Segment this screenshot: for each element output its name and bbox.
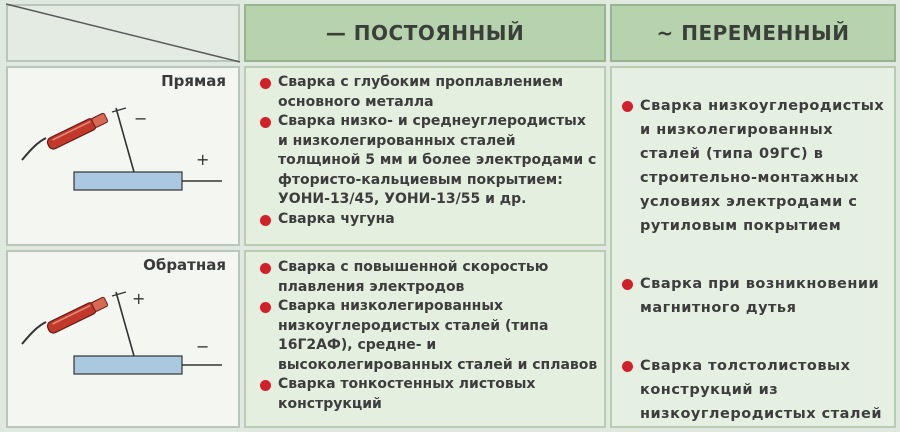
bullet-dot-icon <box>260 78 271 89</box>
dc-direct-list <box>256 73 598 229</box>
electrode-sign-direct: − <box>134 109 148 128</box>
list-item: Сварка толстолистовых конструкций из низкоуглеродистых сталей <box>618 354 890 426</box>
list-item: Сварка с повышенной скоростью плавления электродов <box>256 258 598 297</box>
list-item: Сварка тонкостенных листовых конструкций <box>256 375 598 414</box>
workpiece-icon <box>74 172 182 190</box>
header-dc-label: — ПОСТОЯННЫЙ <box>325 21 525 45</box>
row-label-cell-direct <box>6 66 240 246</box>
bullet-dot-icon <box>260 117 271 128</box>
dc-reverse-list <box>256 258 598 414</box>
bullet-dot-icon <box>622 279 633 290</box>
cable-icon <box>22 322 46 344</box>
ac-cell <box>610 66 896 428</box>
list-item: Сварка низко- и среднеуглеродистых и низколегированных сталей толщиной 5 мм и более электродами с фтористо-кальциевым покрытием: УОНИ-13/45, УОНИ-13/55 и др. <box>256 112 598 210</box>
electrode-rod-icon <box>116 108 134 172</box>
row-label-reverse: Обратная <box>143 256 226 274</box>
ac-list <box>618 94 890 426</box>
list-item: Сварка низкоуглеродистых и низколегированных сталей (типа 09ГС) в строительно-монтажных условиях электродами с рутиловым покрытием <box>618 94 890 238</box>
row-label-cell-reverse <box>6 250 240 428</box>
list-item: Сварка при возникновении магнитного дутья <box>618 272 890 320</box>
electrode-holder-icon <box>46 296 109 335</box>
bullet-dot-icon <box>622 361 633 372</box>
header-ac-label: ~ ПЕРЕМЕННЫЙ <box>656 21 850 45</box>
row-label-direct: Прямая <box>161 72 226 90</box>
dc-direct-cell <box>244 66 606 246</box>
bullet-dot-icon <box>622 101 633 112</box>
diagonal-divider <box>6 4 240 62</box>
header-dc-cell <box>244 4 606 62</box>
electrode-sign-reverse: + <box>132 289 146 308</box>
list-item: Сварка низколегированных низкоуглеродистых сталей (типа 16Г2АФ), средне- и высоколегированных сталей и сплавов <box>256 297 598 375</box>
bullet-dot-icon <box>260 263 271 274</box>
dc-reverse-cell <box>244 250 606 428</box>
corner-header-cell <box>6 4 240 62</box>
bullet-dot-icon <box>260 215 271 226</box>
cable-icon <box>22 138 46 160</box>
electrode-holder-icon <box>46 112 109 151</box>
workpiece-sign-direct: + <box>196 150 210 169</box>
workpiece-icon <box>74 356 182 374</box>
list-item: Сварка чугуна <box>256 210 598 230</box>
bullet-dot-icon <box>260 380 271 391</box>
list-item: Сварка с глубоким проплавлением основного металла <box>256 73 598 112</box>
header-ac-cell <box>610 4 896 62</box>
workpiece-sign-reverse: − <box>196 337 210 356</box>
welding-diagram-direct <box>8 68 242 248</box>
welding-diagram-reverse <box>8 252 242 430</box>
bullet-dot-icon <box>260 302 271 313</box>
